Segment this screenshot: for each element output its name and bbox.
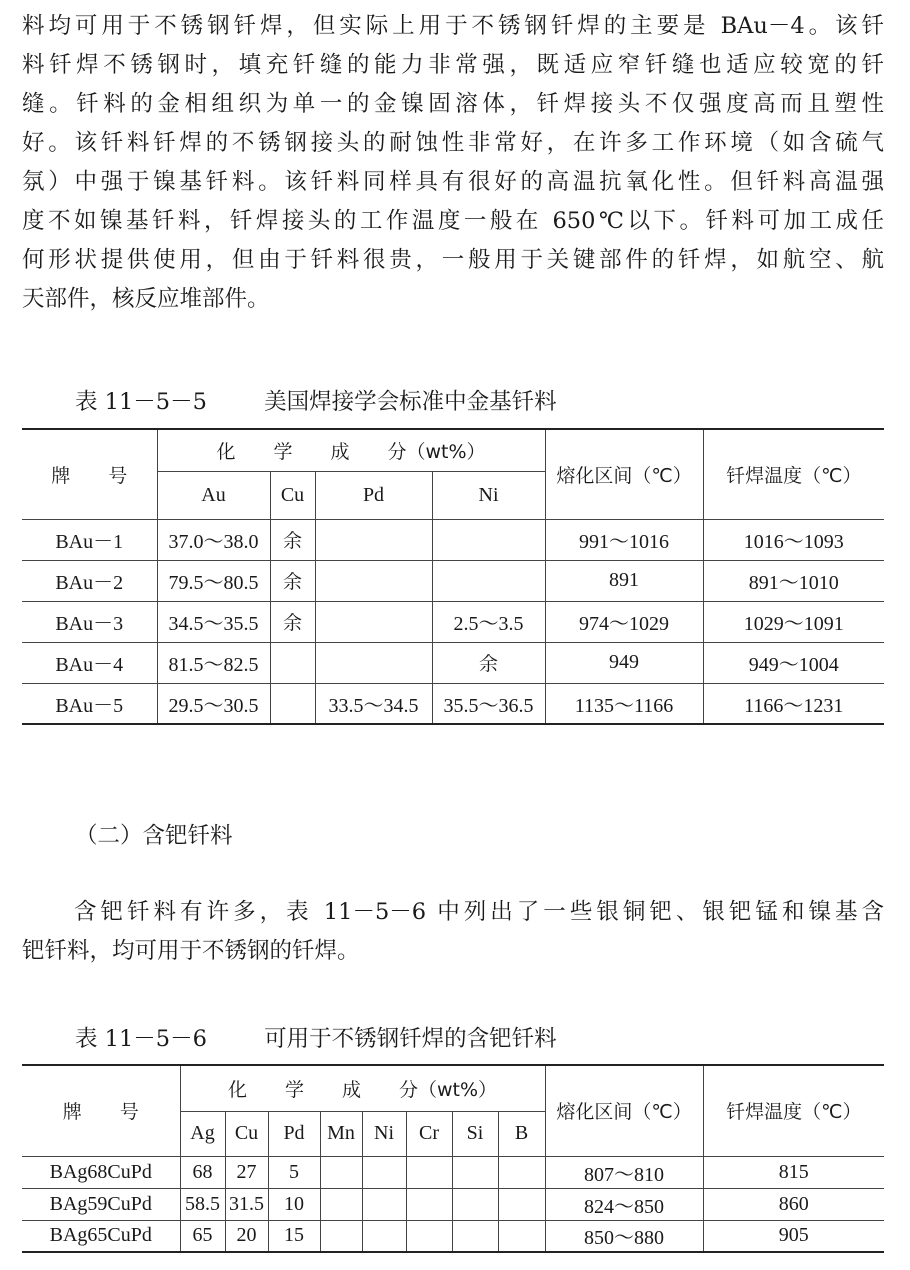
table-cell: BAu－2 — [22, 560, 157, 601]
table-cell: 974～1029 — [545, 601, 703, 642]
table-cell: 余 — [270, 519, 315, 560]
table-cell — [362, 1156, 406, 1188]
header-brazing-temp: 钎焊温度（℃） — [703, 429, 884, 519]
table-cell: 15 — [268, 1220, 320, 1252]
paragraph-line: 度不如镍基钎料，钎焊接头的工作温度一般在 650℃以下。钎料可加工成任 — [22, 208, 884, 234]
table-cell: BAg65CuPd — [22, 1220, 180, 1252]
table1-caption: 表 11－5－5 美国焊接学会标准中金基钎料 — [75, 389, 557, 415]
table-cell: 815 — [703, 1156, 884, 1188]
table-row — [22, 1220, 884, 1252]
table-cell — [270, 642, 315, 683]
table-cell: 824～850 — [545, 1188, 703, 1220]
table-cell — [362, 1220, 406, 1252]
table-cell — [315, 601, 432, 642]
header-grade: 牌 号 — [22, 1065, 180, 1156]
table-cell: 20 — [225, 1220, 268, 1252]
table-cell — [362, 1188, 406, 1220]
table-row — [22, 601, 884, 642]
header-grade: 牌 号 — [22, 429, 157, 519]
table-cell: 949～1004 — [703, 642, 884, 683]
table-cell: 27 — [225, 1156, 268, 1188]
table-cell: 58.5 — [180, 1188, 225, 1220]
table-cell: 991～1016 — [545, 519, 703, 560]
table-cell: 891～1010 — [703, 560, 884, 601]
table-cell: BAu－3 — [22, 601, 157, 642]
table-cell: 29.5～30.5 — [157, 683, 270, 724]
table-cell: 65 — [180, 1220, 225, 1252]
table-cell: 949 — [545, 642, 703, 683]
table-cell: 1029～1091 — [703, 601, 884, 642]
table-cell — [452, 1188, 498, 1220]
table-cell: 68 — [180, 1156, 225, 1188]
table-cell: BAu－4 — [22, 642, 157, 683]
table-cell — [498, 1188, 545, 1220]
table-gold-filler-metals — [22, 428, 884, 725]
table-cell: BAu－5 — [22, 683, 157, 724]
header-element-pd: Pd — [315, 471, 432, 519]
table-cell — [406, 1220, 452, 1252]
header-element-au: Au — [157, 471, 270, 519]
table-cell — [498, 1220, 545, 1252]
paragraph-line: 料钎焊不锈钢时，填充钎缝的能力非常强，既适应窄钎缝也适应较宽的钎 — [22, 52, 884, 78]
table-cell: 31.5 — [225, 1188, 268, 1220]
table-cell: 2.5～3.5 — [432, 601, 545, 642]
header-element-cu: Cu — [270, 471, 315, 519]
header-element-mn: Mn — [320, 1111, 362, 1156]
table-row — [22, 683, 884, 724]
header-brazing-temp: 钎焊温度（℃） — [703, 1065, 884, 1156]
header-element-b: B — [498, 1111, 545, 1156]
header-composition: 化 学 成 分（wt%） — [180, 1065, 545, 1111]
paragraph-line: 钯钎料，均可用于不锈钢的钎焊。 — [22, 938, 360, 964]
paragraph-line: 何形状提供使用，但由于钎料很贵，一般用于关键部件的钎焊，如航空、航 — [22, 247, 884, 273]
table-cell — [270, 683, 315, 724]
table-cell: 905 — [703, 1220, 884, 1252]
header-element-ag: Ag — [180, 1111, 225, 1156]
table-cell — [406, 1188, 452, 1220]
table-cell — [315, 519, 432, 560]
table-cell: 1166～1231 — [703, 683, 884, 724]
paragraph-line: 含钯钎料有许多，表 11－5－6 中列出了一些银铜钯、银钯锰和镍基含 — [74, 899, 884, 925]
table-cell — [320, 1220, 362, 1252]
table-cell — [320, 1156, 362, 1188]
table-cell: 81.5～82.5 — [157, 642, 270, 683]
table-cell: 860 — [703, 1188, 884, 1220]
table-cell: 79.5～80.5 — [157, 560, 270, 601]
table-cell — [315, 642, 432, 683]
table-row — [22, 1188, 884, 1220]
section-heading: （二）含钯钎料 — [75, 823, 233, 849]
table-cell: BAg68CuPd — [22, 1156, 180, 1188]
table-row — [22, 519, 884, 560]
table-row — [22, 560, 884, 601]
header-element-cu: Cu — [225, 1111, 268, 1156]
table-row — [22, 642, 884, 683]
table-cell: 5 — [268, 1156, 320, 1188]
table-cell — [498, 1156, 545, 1188]
table-cell — [452, 1220, 498, 1252]
table-cell: 891 — [545, 560, 703, 601]
table-row — [22, 1156, 884, 1188]
table-cell: BAu－1 — [22, 519, 157, 560]
table-cell — [315, 560, 432, 601]
table-cell — [432, 519, 545, 560]
paragraph-line: 天部件，核反应堆部件。 — [22, 286, 270, 312]
header-element-ni: Ni — [362, 1111, 406, 1156]
table-cell — [406, 1156, 452, 1188]
table-cell: 33.5～34.5 — [315, 683, 432, 724]
table-cell: 37.0～38.0 — [157, 519, 270, 560]
paragraph-line: 好。该钎料钎焊的不锈钢接头的耐蚀性非常好，在许多工作环境（如含硫气 — [22, 130, 884, 156]
header-composition: 化 学 成 分（wt%） — [157, 429, 545, 471]
table-cell: 1016～1093 — [703, 519, 884, 560]
table-cell: 807～810 — [545, 1156, 703, 1188]
table-palladium-filler-metals — [22, 1064, 884, 1253]
table-cell — [432, 560, 545, 601]
table-cell — [320, 1188, 362, 1220]
table-cell — [452, 1156, 498, 1188]
table-cell: 850～880 — [545, 1220, 703, 1252]
paragraph-line: 氛）中强于镍基钎料。该钎料同样具有很好的高温抗氧化性。但钎料高温强 — [22, 169, 884, 195]
header-melting-range: 熔化区间（℃） — [545, 429, 703, 519]
table-cell: 10 — [268, 1188, 320, 1220]
header-element-pd: Pd — [268, 1111, 320, 1156]
table-cell: 34.5～35.5 — [157, 601, 270, 642]
header-element-si: Si — [452, 1111, 498, 1156]
table-cell: BAg59CuPd — [22, 1188, 180, 1220]
paragraph-line: 缝。钎料的金相组织为单一的金镍固溶体，钎焊接头不仅强度高而且塑性 — [22, 91, 884, 117]
intro-paragraph — [22, 7, 884, 319]
section-paragraph — [22, 893, 884, 971]
header-element-cr: Cr — [406, 1111, 452, 1156]
table-cell: 余 — [270, 601, 315, 642]
table2-caption: 表 11－5－6 可用于不锈钢钎焊的含钯钎料 — [75, 1026, 557, 1052]
table-cell: 余 — [270, 560, 315, 601]
table-cell: 1135～1166 — [545, 683, 703, 724]
table-cell: 35.5～36.5 — [432, 683, 545, 724]
header-melting-range: 熔化区间（℃） — [545, 1065, 703, 1156]
header-element-ni: Ni — [432, 471, 545, 519]
table-cell: 余 — [432, 642, 545, 683]
paragraph-line: 料均可用于不锈钢钎焊，但实际上用于不锈钢钎焊的主要是 BAu－4。该钎 — [22, 13, 884, 39]
